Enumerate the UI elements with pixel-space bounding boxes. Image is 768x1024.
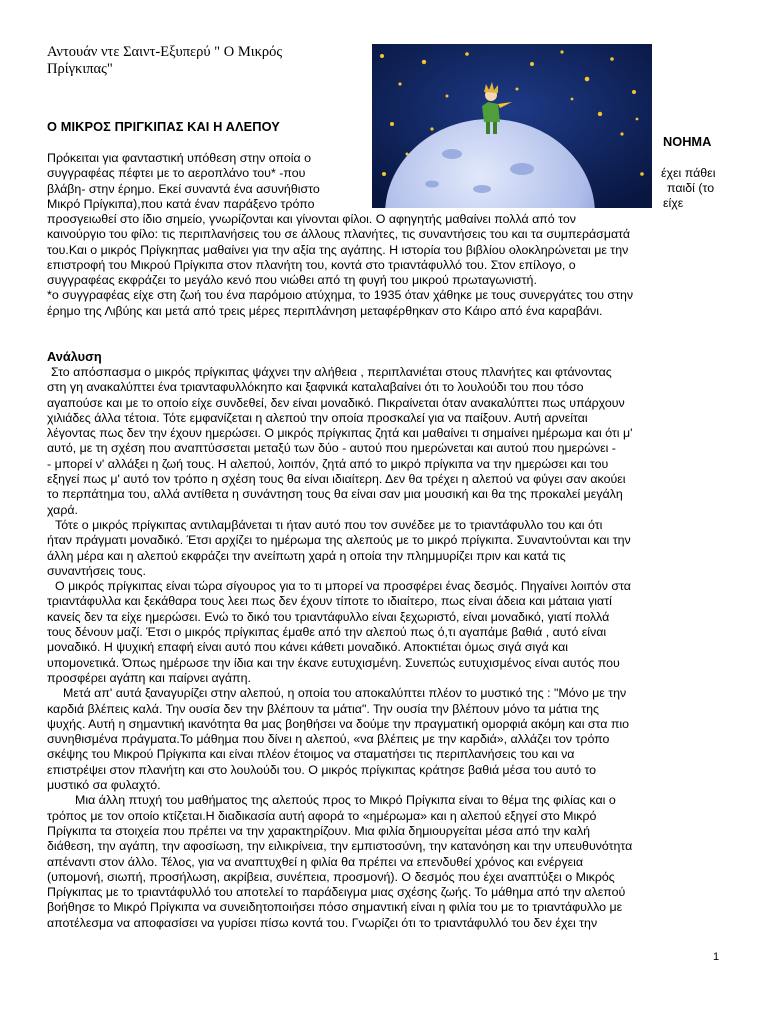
analysis-line: - μπορεί ν' αλλάξει η ζωή τους. Η αλεπού, λοιπόν, ζητά από το μικρό πρίγκιπα να την ημερώσει και του [47, 456, 609, 471]
analysis-line: σκέψης του Μικρού Πρίγκιπα και είναι πλέον έτοιμος να σταματήσει τις περιπλανήσεις του και να [47, 747, 575, 762]
analysis-line: ήταν πράγματι μοναδικό. Έτσι αρχίζει το ημέρωμα της αλεπούς με το μικρό πρίγκιπα. Συναντούνται και την [47, 533, 631, 548]
intro-full-width [47, 212, 633, 319]
analysis-line: εξηγεί πως μ' αυτό τον τρόπο η σχέση τους θα είναι ιδιαίτερη. Δεν θα τρέχει η αλεπού να φύγει σαν ακούει [47, 472, 626, 487]
analysis-line: Τότε ο μικρός πρίγκιπας αντιλαμβάνεται τι ήταν αυτό που τον συνέδεε με το τριαντάφυλλο του και ότι [55, 517, 603, 532]
analysis-line: Μετά απ' αυτά ξαναγυρίζει στην αλεπού, η οποία του αποκαλύπτει πλέον το μυστικό της : "Μόνο με την [63, 686, 627, 701]
analysis-line: τριαντάφυλλα και ξεκάθαρα τους λεει πως δεν έχουν τίποτε το ιδιαίτερο, πως είναι άδεια και μάταια γιατί [47, 594, 612, 609]
intro-left-line: συγγραφέας πέφτει με το αεροπλάνο του* -που [47, 166, 306, 181]
analysis-line: Ο μικρός πρίγκιπας είναι τώρα σίγουρος για το τι μπορεί να προσφέρει ένας δεσμός. Πηγαίνει λοιπόν στα [55, 579, 631, 594]
analysis-line: χιλιάδες άλλα τέτοια. Τότε εμφανίζεται η αλεπού την οποία προσκαλεί για να παίξουν. Αυτή αρνείται [47, 410, 588, 425]
intro-line: καινούργιο του φίλο: τις περιπλανήσεις του σε άλλους πλανήτες, τις συναντήσεις του και τα συμπεράσματά [47, 227, 630, 242]
analysis-line: προσφέρει αγάπη και παίρνει αγάπη. [47, 670, 251, 685]
intro-right-line: είχε [663, 196, 684, 210]
little-prince-planet-image [372, 44, 652, 208]
analysis-line: τρόπος με τον οποίο κτίζεται.Η διαδικασία αυτή αφορά το «ημέρωμα» και η αλεπού εξηγεί στο Μικρό [47, 808, 597, 823]
analysis-line: Πρίγκιπας με το τριαντάφυλλό του αποτελεί το παράδειγμα μιας σχέσης ζωής. Το μάθημα από την αλεπού [47, 885, 626, 900]
intro-footnote-line: *ο συγγραφέας είχε στη ζωή του ένα παρόμοιο ατύχημα, το 1935 όταν χάθηκε με τους συνεργάτες του στην [47, 288, 634, 303]
analysis-line: τους δένουν μαζί. Έτσι ο μικρός πρίγκιπας έμαθε από την αλεπού πως ό,τι αγαπάμε βαθιά , αυτό είναι [47, 625, 607, 640]
intro-line: του.Και ο μικρός Πρίγκηπας μαθαίνει για την αξία της αγάπης. Η ιστορία του βιβλίου ολοκληρώνεται με την [47, 242, 629, 257]
author-header [47, 44, 347, 78]
intro-footnote-line: έρημο της Λιβύης και μετά από τρεις μέρες περιπλάνηση μεταφέρθηκαν στο Κάιρο από ένα καραβάνι. [47, 303, 603, 318]
analysis-line: (υπομονή, σιωπή, προσήλωση, ακρίβεια, συνέπεια, προσμονή). Ο δεσμός που έχει αναπτύξει ο Μικρός [47, 869, 615, 884]
analysis-line: Μια άλλη πτυχή του μαθήματος της αλεπούς προς το Μικρό Πρίγκιπα είναι το θέμα της φιλίας και ο [75, 793, 616, 808]
author-line-1: Αντουάν ντε Σαιντ-Εξυπερύ " Ο Μικρός [47, 44, 283, 60]
analysis-line: Στο απόσπασμα ο μικρός πρίγκιπας ψάχνει την αλήθεια , περιπλανιέται στους πλανήτες και φτάνοντας [51, 365, 612, 379]
intro-left-line: Μικρό Πρίγκιπα),που κατά έναν παράξενο τρόπο [47, 196, 315, 211]
analysis-line: στη γη ανακαλύπτει ένα τριανταφυλλόκηπο και ξαφνικά καταλαβαίνει ότι το λουλούδι του που τόσο [47, 380, 584, 395]
intro-right-line: έχει πάθει [661, 166, 716, 180]
intro-line: συγγραφέας εκφράζει το μεγάλο κενό που νιώθει από τη φυγή του μικρού πρωταγωνιστή. [47, 273, 537, 288]
analysis-line: ψυχής. Αυτή η σημαντική ικανότητα θα μας βοηθήσει να δούμε την πραγματική ομορφιά ακόμη και στα πιο [47, 716, 630, 731]
analysis-line: Πρίγκιπα τα στοιχεία που πρέπει να την χαρακτηρίζουν. Μια φιλία δημιουργείται μέσα από την καλή [47, 823, 591, 838]
analysis-line: απέναντι στον άλλο. Τέλος, για να αναπτυχθεί η φιλία θα πρέπει να επενδυθεί χρόνος και ενέργεια [47, 854, 584, 869]
analysis-line: επιστρέψει στον πλανήτη και στο λουλούδι του. Ο μικρός πρίγκιπας κράτησε βαθιά μέσα του αυτό το [47, 762, 597, 777]
intro-left-line: Πρόκειται για φανταστική υπόθεση στην οποία ο [47, 151, 312, 165]
analysis-line: μοναδικό. Η ψυχική επαφή είναι αυτό που κάνει κάθετι μοναδικό. Αποκτιέται όμως σιγά σιγά και [47, 640, 569, 655]
intro-line: επιστροφή του Μικρού Πρίγκιπα στον πλανήτη του, κοντά στο τριαντάφυλλό του. Στον επίλογο, ο [47, 257, 576, 272]
analysis-line: χαρά. [47, 502, 78, 517]
analysis-line: το περπάτημα του, αλλά αντίθετα η συνάντηση τους θα είναι σαν μια μουσική και θα της προκαλεί μεγάλη [47, 487, 623, 502]
page-number: 1 [713, 951, 720, 963]
analysis-line: αποτέλεσμα να αποφασίσει να γυρίσει πίσω κοντά του. Γνωρίζει ότι το τριαντάφυλλό του δεν έχει την [47, 915, 598, 930]
intro-left-line: βλάβη- στην έρημο. Εκεί συναντά ένα ασυνήθιστο [47, 181, 320, 196]
little-prince-illustration [372, 44, 652, 208]
analysis-line: υπομονετικά. Όπως ημέρωσε την ίδια και την έκανε ευτυχισμένη. Συνεπώς ευτυχισμένος είναι αυτός που [47, 655, 620, 670]
analysis-line: λέγοντας πως δεν την έχουν ημερώσει. Ο μικρός πρίγκιπας ζητά και μαθαίνει τι σημαίνει ημέρωμα και ότι μ' [47, 426, 633, 441]
intro-right-line: παιδί (το [667, 181, 715, 195]
intro-line: προσγειωθεί στο ίδιο σημείο, γνωρίζονται και γίνονται φίλοι. Ο αφηγητής μαθαίνει πολλά από τον [47, 212, 576, 226]
analysis-line: συναντήσεις τους. [47, 563, 146, 578]
noima-label: ΝΟΗΜΑ [663, 134, 712, 149]
analysis-body [47, 365, 633, 931]
analysis-line: διάθεση, την αγάπη, την αφοσίωση, την ειλικρίνεια, την εμπιστοσύνη, την κατανόηση και την υπευθυνότητα [47, 839, 633, 854]
analysis-heading: Ανάλυση [47, 349, 102, 364]
analysis-line: άλλη μέρα και η αλεπού εκφράζει την ανείπωτη χαρά η οποία την πλημμυρίζει πριν και κατά τις [47, 548, 566, 563]
analysis-line: συνηθισμένα πράγματα.Το μάθημα που δίνει η αλεπού, «να βλέπεις με την καρδιά», αλλάζει τον τρόπο [47, 732, 610, 747]
analysis-line: αυτό, με τη σχέση που αναπτύσσεται μεταξύ των δύο - αυτού που ημερώνεται και αυτού που ημερώνει - [47, 441, 616, 456]
analysis-line: κανείς δεν τα είχε ημερώσει. Ενώ το δικό του τριαντάφυλλο είναι ξεχωριστό, είναι μοναδικό, γιατί πολλά [47, 609, 610, 624]
analysis-line: αγαπούσε και με το οποίο είχε συνδεθεί, δεν είναι μοναδικό. Πικραίνεται όταν ανακαλύπτει πως υπάρχουν [47, 395, 625, 410]
intro-left-column [47, 151, 320, 212]
analysis-line: καρδιά βλέπεις καλά. Την ουσία δεν την βλέπουν τα μάτια". Την ουσία την βλέπουν μόνο τα μάτια της [47, 701, 600, 716]
document-title: Ο ΜΙΚΡΟΣ ΠΡΙΓΚΙΠΑΣ ΚΑΙ Η ΑΛΕΠΟΥ [47, 119, 280, 134]
analysis-line: μυστικό σα φυλαχτό. [47, 778, 161, 793]
analysis-line: βοήθησε το Μικρό Πρίγκιπα να συνειδητοποιήσει πόσο σημαντική είναι η φιλία του με το τριαντάφυλλο με [47, 900, 623, 915]
author-line-2: Πρίγκιπας" [47, 61, 113, 77]
